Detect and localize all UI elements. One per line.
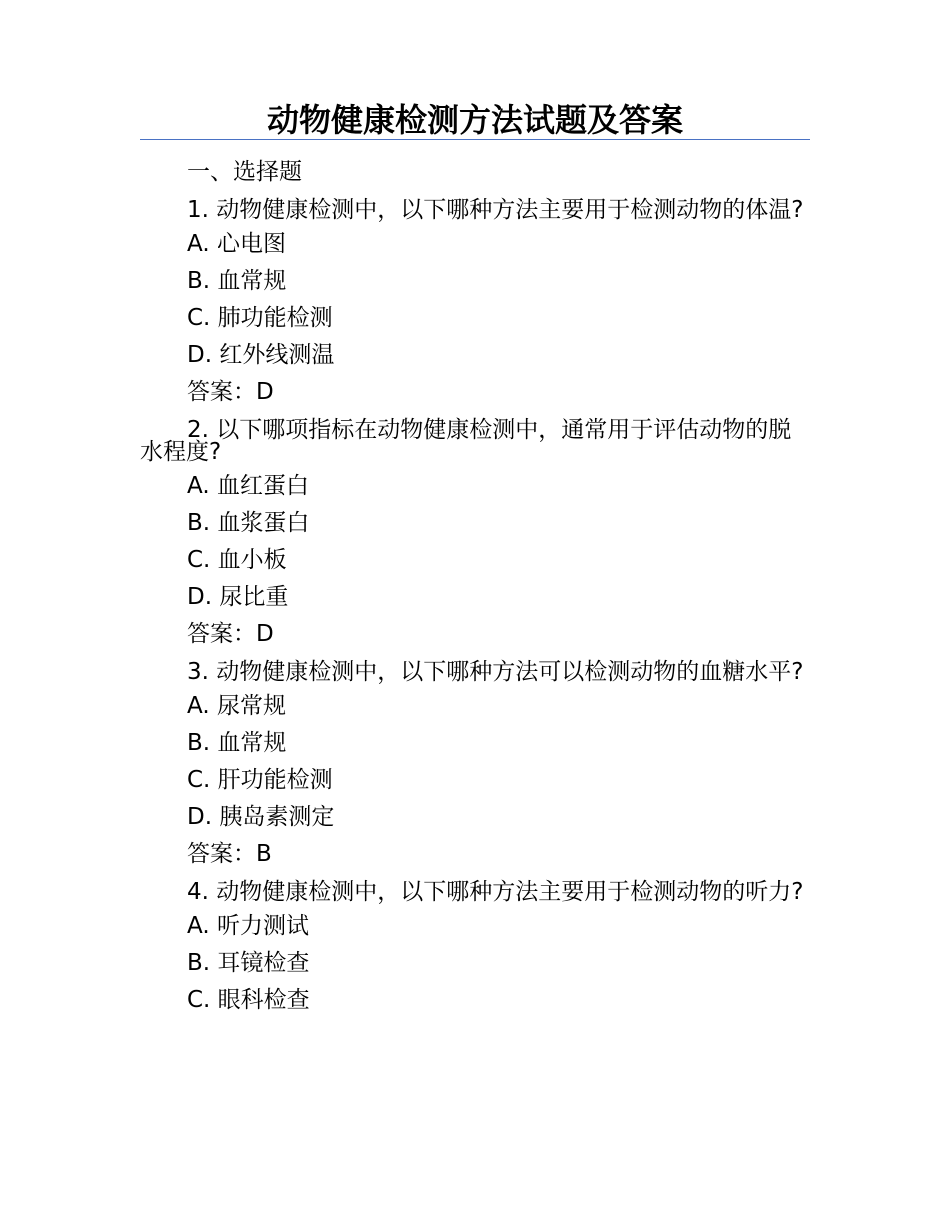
option-item: A. 听力测试: [187, 913, 309, 939]
option-item: B. 血浆蛋白: [187, 510, 310, 536]
option-item: D. 胰岛素测定: [187, 804, 335, 830]
option-item: C. 血小板: [187, 547, 287, 573]
question-stem: 3. 动物健康检测中，以下哪种方法可以检测动物的血糖水平?: [187, 659, 804, 685]
option-item: B. 血常规: [187, 730, 287, 756]
option-item: B. 血常规: [187, 268, 287, 294]
option-item: C. 肺功能检测: [187, 305, 333, 331]
answer-line: 答案：B: [187, 841, 272, 867]
document-title: 动物健康检测方法试题及答案: [266, 101, 683, 139]
document-body: [140, 154, 810, 1019]
option-item: C. 眼科检查: [187, 987, 310, 1013]
option-item: D. 红外线测温: [187, 342, 335, 368]
answer-line: 答案：D: [187, 379, 274, 405]
answer-line: 答案：D: [187, 621, 274, 647]
option-item: A. 尿常规: [187, 693, 286, 719]
option-item: C. 肝功能检测: [187, 767, 333, 793]
section-heading: 一、选择题: [187, 159, 302, 185]
option-item: A. 心电图: [187, 231, 286, 257]
option-item: A. 血红蛋白: [187, 473, 309, 499]
question-stem: 2. 以下哪项指标在动物健康检测中，通常用于评估动物的脱水程度?: [140, 417, 792, 465]
option-item: D. 尿比重: [187, 584, 289, 610]
option-item: B. 耳镜检查: [187, 950, 310, 976]
question-stem: 4. 动物健康检测中，以下哪种方法主要用于检测动物的听力?: [187, 879, 804, 905]
question-stem: 1. 动物健康检测中，以下哪种方法主要用于检测动物的体温?: [187, 197, 804, 223]
title-underline: [140, 139, 810, 140]
